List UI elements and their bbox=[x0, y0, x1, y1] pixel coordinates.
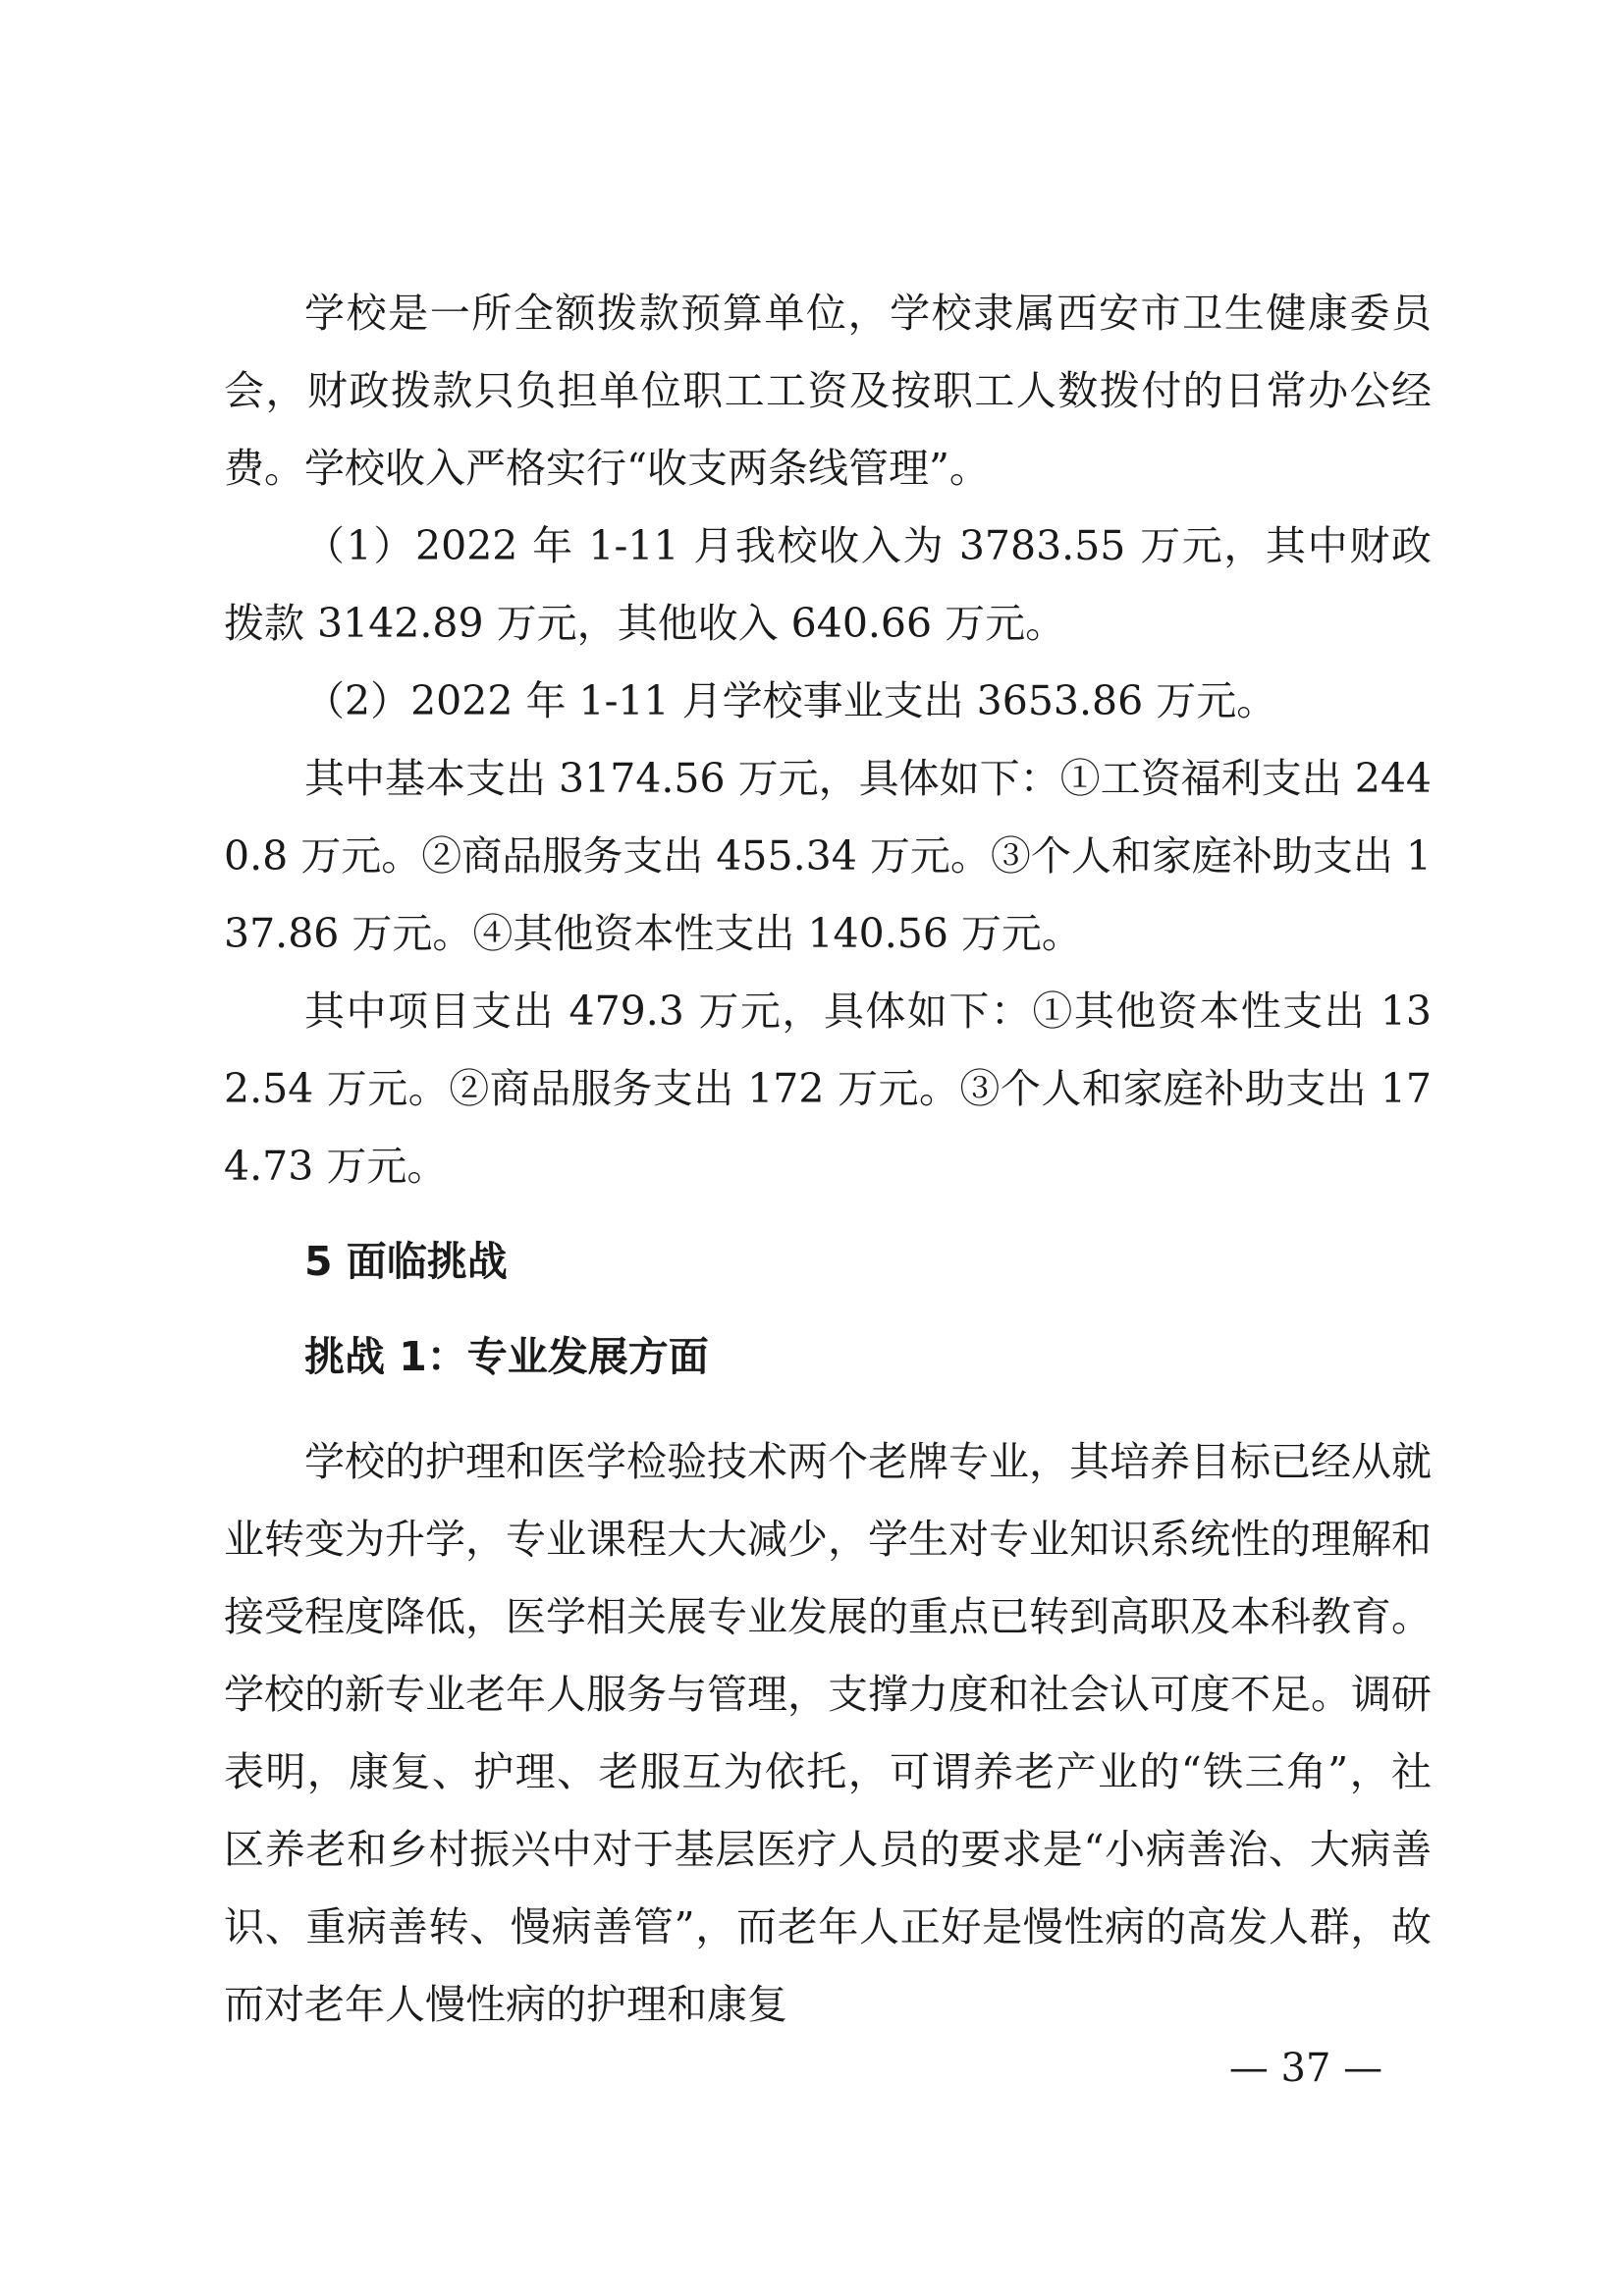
paragraph-funding-overview: 学校是一所全额拨款预算单位，学校隶属西安市卫生健康委员会，财政拨款只负担单位职工工资及按职工人数拨付的日常办公经费。学校收入严格实行“收支两条线管理”。 bbox=[224, 290, 1432, 492]
paragraph-project-expenditure: 其中项目支出 479.3 万元，具体如下：①其他资本性支出 132.54 万元。②商品服务支出 172 万元。③个人和家庭补助支出 174.73 万元。 bbox=[224, 988, 1432, 1190]
paragraph-challenge-discipline: 学校的护理和医学检验技术两个老牌专业，其培养目标已经从就业转变为升学，专业课程大大减少，学生对专业知识系统性的理解和接受程度降低，医学相关展专业发展的重点已转到高职及本科教育。学校的新专业老年人服务与管理，支撑力度和社会认可度不足。调研表明，康复、护理、老服互为依托，可谓养老产业的“铁三角”，社区养老和乡村振兴中对于基层医疗人员的要求是“小病善治、大病善识、重病善转、慢病善管”，而老年人正好是慢性病的高发人群，故而对老年人慢性病的护理和康复 bbox=[224, 1438, 1432, 2028]
spacer bbox=[224, 1205, 1432, 1223]
page-content bbox=[224, 275, 1432, 2044]
spacer bbox=[224, 1396, 1432, 1423]
paragraph-basic-expenditure: 其中基本支出 3174.56 万元，具体如下：①工资福利支出 2440.8 万元。②商品服务支出 455.34 万元。③个人和家庭补助支出 137.86 万元。④其他资本性支出 140.56 万元。 bbox=[224, 755, 1432, 957]
spacer bbox=[224, 1301, 1432, 1318]
paragraph-expenditure: （2）2022 年 1-11 月学校事业支出 3653.86 万元。 bbox=[304, 677, 1277, 724]
subsection-heading: 挑战 1：专业发展方面 bbox=[304, 1333, 709, 1380]
section-heading: 5 面临挑战 bbox=[304, 1238, 508, 1285]
paragraph-income: （1）2022 年 1-11 月我校收入为 3783.55 万元，其中财政拨款 3142.89 万元，其他收入 640.66 万元。 bbox=[224, 522, 1432, 647]
page-number: — 37 — bbox=[1228, 2046, 1383, 2091]
